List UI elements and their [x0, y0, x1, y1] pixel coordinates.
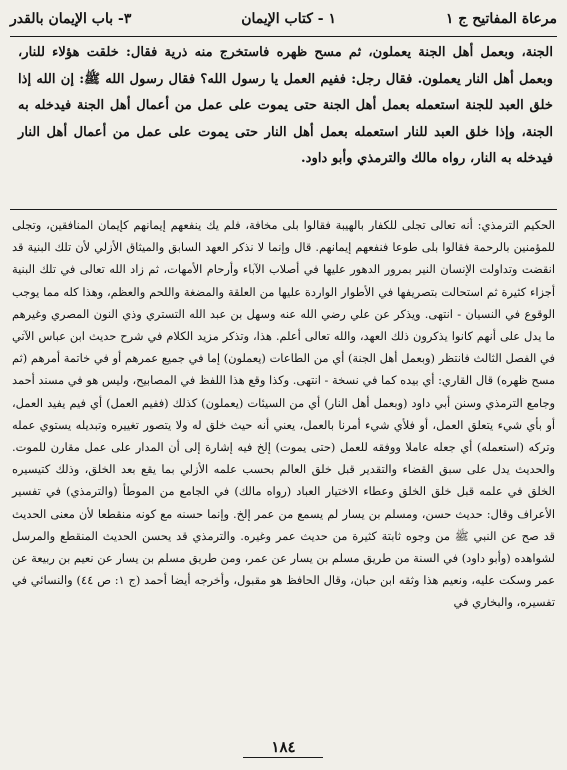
commentary-block — [12, 214, 555, 614]
header-section-title: ٣- باب الإيمان بالقدر — [10, 11, 132, 27]
commentary-divider — [10, 209, 557, 210]
header-book-title: مرعاة المفاتيح ج ١ — [445, 11, 557, 27]
commentary-text: الحكيم الترمذي: أنه تعالى تجلى للكفار بالهيبة فقالوا بلى مخافة، فلم يك ينفعهم إيمانهم كإيمان المنافقين، وتجلى للمؤمنين بالرحمة فقالوا بلى طوعا فنفعهم إيمانهم. قال وإنما لا نذكر العهد السابق والميثاق الأزلي لأن تلك البنية قد انقضت وتداولت الإنسان النير بمرور الدهور عليها في أصلاب الآباء وأرحام الأمهات، ثم زاد الله تعالى في تلك البنية أجزاء كثيرة ثم استحالت بتصريفها في الأطوار الواردة عليها من العلقة والمضغة واللحم والعظم، وهذا كله مما يوجب الوقوع في النسيان - انتهى. ويذكر عن علي رضي الله عنه وسهل بن عبد الله التستري وذي النون المصري وغيرهم ما يدل على أنهم كانوا يذكرون ذلك العهد، والله تعالى أعلم. هذا، وتذكر مزيد الكلام في شرح حديث ابن عباس الآتي في الفصل الثالث فانتظر (وبعمل أهل الجنة) أي من الطاعات (يعملون) إما في جميع عمرهم أو في خاتمة أمرهم (ثم مسح ظهره) قال القاري: أي بيده كما في نسخة - انتهى. وكذا وقع هذا اللفظ في المصابيح، وليس هو في مسند أحمد وجامع الترمذي وسنن أبي داود (وبعمل أهل النار) أي من السيئات (يعملون) كذلك (ففيم العمل) أي فيم يفيد العمل، أو بأي شيء يتعلق العمل، أو فلأي شيء أمرنا بالعمل، يعني أنه حيث خلق له ولا يتصور تغييره وتبديله يستوي عمله وتركه (استعمله) أي جعله عاملا ووفقه للعمل (حتى يموت) إلخ فيه إشارة إلى أن المدار على عمل مقارن للموت. والحديث يدل على سبق القضاء والتقدير قبل خلق العالم بحسب علمه الأزلي بما يقع بعد الخلق، وذلك كتيسيره الخلق في علمه قبل خلق الخلق وعطاء الاختيار العباد (رواه مالك) في الجامع من الموطأ (والترمذي) في تفسير الأعراف وقال: حديث حسن، ومسلم بن يسار لم يسمع من عمر إلخ. وإنما حسنه مع كونه منقطعا لأن معنى الحديث قد صح عن النبي ﷺ من وجوه ثابتة كثيرة من حديث عمر وغيره. والترمذي قد يحسن الحديث المنقطع والمرسل لشواهده (وأبو داود) في السنة من طريق مسلم بن يسار عن عمر، ومن طريق مسلم بن يسار عن نعيم بن ربيعة عن عمر وسكت عليه، ونعيم هذا وثقه ابن حبان، وقال الحافظ هو مقبول، وأخرجه أيضا أحمد (ج ١: ص ٤٤) والنسائي في تفسيره، والبخاري في — [12, 218, 556, 610]
page-number-rule — [243, 757, 323, 758]
header-divider — [10, 36, 557, 37]
hadith-text: الجنة، وبعمل أهل الجنة يعملون، ثم مسح ظهره فاستخرج منه ذرية فقال: خلقت هؤلاء للنار، وبعمل أهل النار يعملون. فقال رجل: ففيم العمل يا رسول الله؟ فقال رسول الله ﷺ: إن الله إذا خلق العبد للجنة استعمله بعمل أهل الجنة حتى يموت على عمل من أعمال أهل الجنة فيدخله به الجنة، وإذا خلق العبد للنار استعمله بعمل أهل النار حتى يموت على عمل من أعمال أهل النار فيدخله به النار، رواه مالك والترمذي وأبو داود. — [18, 45, 553, 167]
page-number: ١٨٤ — [271, 738, 296, 756]
hadith-block — [18, 40, 553, 173]
header-book-chapter: ١ - كتاب الإيمان — [241, 11, 336, 27]
running-header — [10, 4, 557, 34]
